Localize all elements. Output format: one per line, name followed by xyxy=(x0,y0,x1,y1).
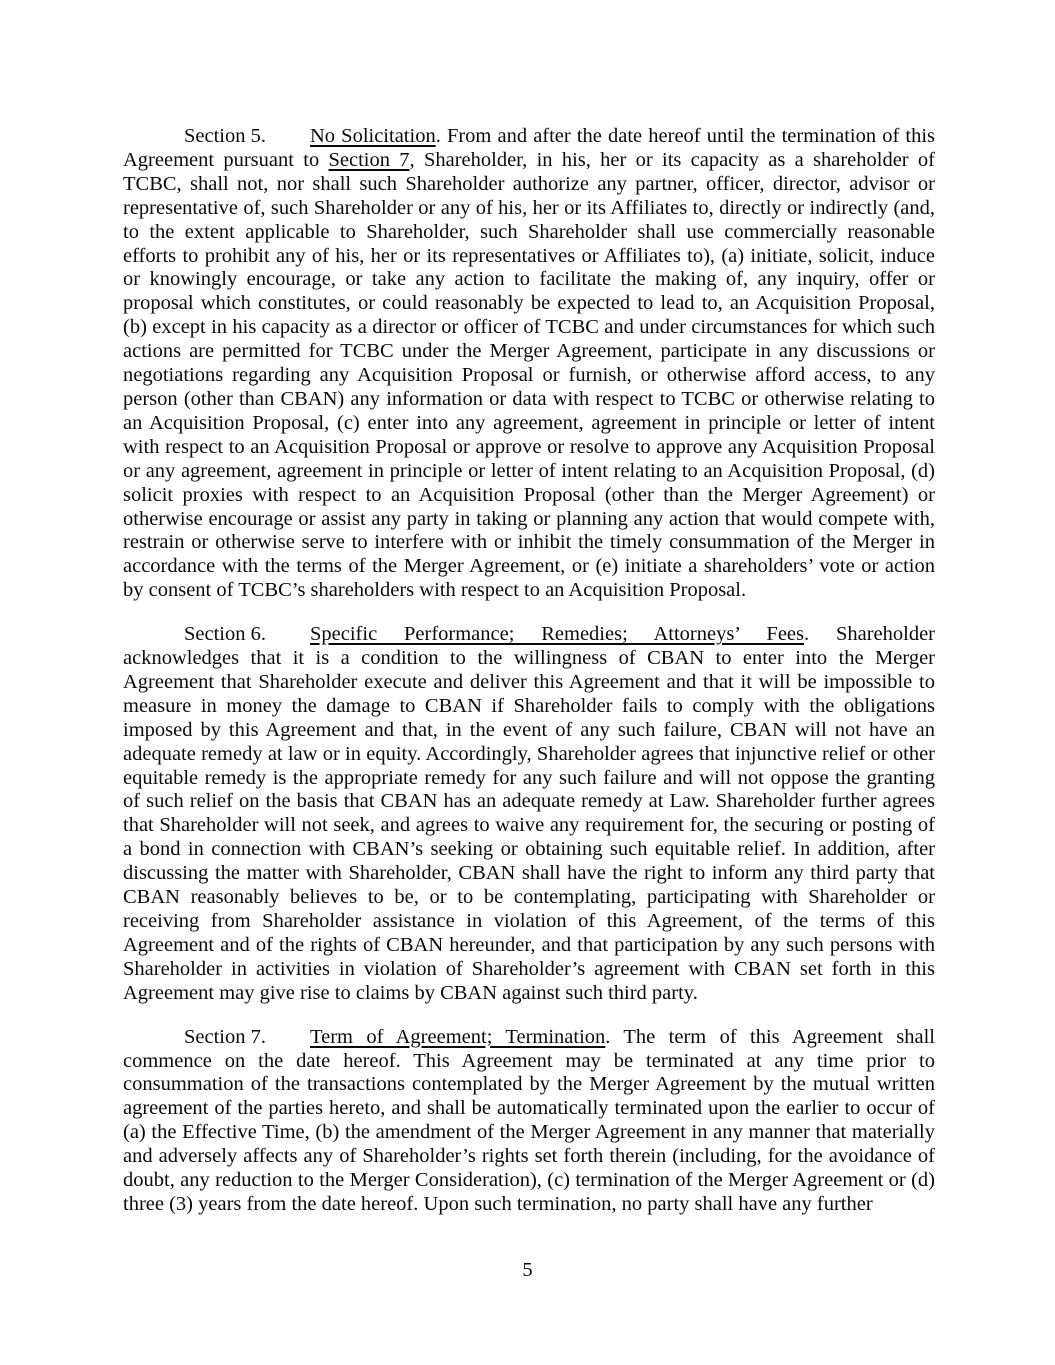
section-6-heading: Specific Performance; Remedies; Attorneys’ Fees xyxy=(310,623,805,646)
document-body xyxy=(123,125,935,1237)
paragraph-section-5 xyxy=(123,125,935,603)
section-5-text-before-ref: . From and after the date hereof until the termination of this Agreement pursuant to xyxy=(123,125,936,171)
section-5-body-text: , Shareholder, in his, her or its capacity as a shareholder of TCBC, shall not, nor shall such Shareholder authorize any partner, officer, director, advisor or representative of, such Shareholder or any of his, her or its Affiliates to, directly or indirectly (and, to the extent applicable to Shareholder, such Shareholder shall use commercially reasonable efforts to prohibit any of his, her or its representatives or Affiliates to), (a) initiate, solicit, induce or knowingly encourage, or take any action to facilitate the making of, any inquiry, offer or proposal which constitutes, or could reasonably be expected to lead to, an Acquisition Proposal, (b) except in his capacity as a director or officer of TCBC and under circumstances for which such actions are permitted for TCBC under the Merger Agreement, participate in any discussions or negotiations regarding any Acquisition Proposal or furnish, or otherwise afford access, to any person (other than CBAN) any information or data with respect to TCBC or otherwise relating to an Acquisition Proposal, (c) enter into any agreement, agreement in principle or letter of intent with respect to an Acquisition Proposal or approve or resolve to approve any Acquisition Proposal or any agreement, agreement in principle or letter of intent relating to an Acquisition Proposal, (d) solicit proxies with respect to an Acquisition Proposal (other than the Merger Agreement) or otherwise encourage or assist any party in taking or planning any action that would compete with, restrain or otherwise serve to interfere with or inhibit the timely consummation of the Merger in accordance with the terms of the Merger Agreement, or (e) initiate a shareholders’ vote or action by consent of TCBC’s shareholders with respect to an Acquisition Proposal. xyxy=(123,148,935,602)
section-5-heading: No Solicitation xyxy=(310,125,436,147)
section-7-label: Section 7. xyxy=(184,1025,266,1048)
section-7-body-text: . The term of this Agreement shall commence on the date hereof. This Agreement may be terminated at any time prior to consummation of the transactions contemplated by the Merger Agreement by the mutual written agreement of the parties hereto, and shall be automatically terminated upon the earlier to occur of (a) the Effective Time, (b) the amendment of the Merger Agreement in any manner that materially and adversely affects any of Shareholder’s rights set forth therein (including, for the avoidance of doubt, any reduction to the Merger Consideration), (c) termination of the Merger Agreement or (d) three (3) years from the date hereof. Upon such termination, no party shall have any further xyxy=(123,1025,936,1215)
page-number: 5 xyxy=(522,1259,533,1281)
paragraph-section-7 xyxy=(123,1026,935,1217)
section-6-label: Section 6. xyxy=(184,623,266,646)
section-5-label: Section 5. xyxy=(184,125,266,147)
section-7-heading: Term of Agreement; Termination xyxy=(310,1025,606,1048)
paragraph-section-6 xyxy=(123,623,935,1006)
section-7-cross-reference: Section 7 xyxy=(328,148,410,171)
section-6-body-text: . Shareholder acknowledges that it is a condition to the willingness of CBAN to enter into the Merger Agreement that Shareholder execute and deliver this Agreement and that it will be impossible to measure in money the damage to CBAN if Shareholder fails to comply with the obligations imposed by this Agreement and that, in the event of any such failure, CBAN will not have an adequate remedy at law or in equity. Accordingly, Shareholder agrees that injunctive relief or other equitable remedy is the appropriate remedy for any such failure and will not oppose the granting of such relief on the basis that CBAN has an adequate remedy at Law. Shareholder further agrees that Shareholder will not seek, and agrees to waive any requirement for, the securing or posting of a bond in connection with CBAN’s seeking or obtaining such equitable relief. In addition, after discussing the matter with Shareholder, CBAN shall have the right to inform any third party that CBAN reasonably believes to be, or to be contemplating, participating with Shareholder or receiving from Shareholder assistance in violation of this Agreement, of the terms of this Agreement and of the rights of CBAN hereunder, and that participation by any such persons with Shareholder in activities in violation of Shareholder’s agreement with CBAN set forth in this Agreement may give rise to claims by CBAN against such third party. xyxy=(123,623,936,1004)
